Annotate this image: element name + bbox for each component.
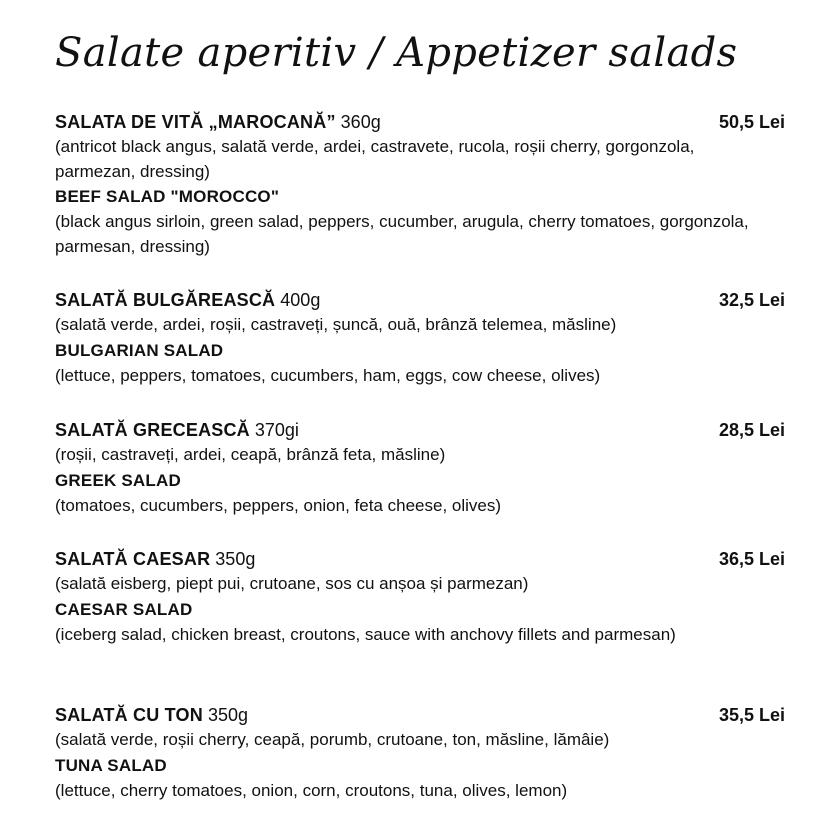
menu-item (55, 546, 785, 647)
item-weight: 400g (280, 290, 321, 310)
item-name: SALATĂ GRECEASCĂ (55, 420, 250, 440)
item-weight: 360g (340, 112, 381, 132)
item-name: SALATA DE VITĂ „MAROCANĂ” (55, 112, 336, 132)
page-title: Salate aperitiv / Appetizer salads (55, 30, 738, 76)
item-name-en: GREEK SALAD (55, 470, 181, 490)
item-name-en: BULGARIAN SALAD (55, 340, 224, 360)
item-title-row (55, 109, 785, 135)
menu-item (55, 417, 785, 518)
menu-item (55, 287, 785, 388)
item-description-ro: (salată verde, roșii cherry, ceapă, porumb, crutoane, ton, măsline, lămâie) (55, 730, 610, 749)
item-name-en: BEEF SALAD "MOROCCO" (55, 187, 280, 206)
item-name: SALATĂ BULGĂREASCĂ (55, 290, 276, 310)
item-name: SALATĂ CU TON (55, 705, 203, 725)
item-title-row (55, 702, 785, 728)
item-price: 50,5 Lei (718, 112, 785, 132)
item-description-ro: (antricot black angus, salată verde, ardei, castravete, rucola, roșii cherry, gorgonzola, parmezan, dressing) (55, 137, 695, 181)
menu-item (55, 702, 785, 803)
item-description-en: (iceberg salad, chicken breast, croutons, sauce with anchovy fillets and parmesan) (55, 624, 676, 644)
item-description-ro: (salată eisberg, piept pui, crutoane, sos cu anșoa și parmezan) (55, 574, 529, 593)
item-weight: 350g (215, 549, 256, 569)
item-title-row (55, 287, 785, 313)
item-title-row (55, 417, 785, 443)
item-price: 28,5 Lei (718, 420, 785, 440)
item-description-ro: (roșii, castraveți, ardei, ceapă, brânză feta, măsline) (55, 445, 446, 464)
item-price: 36,5 Lei (718, 549, 785, 569)
item-weight: 350g (207, 705, 248, 725)
item-name-en: TUNA SALAD (55, 755, 167, 775)
item-title-row (55, 546, 785, 572)
item-description-en: (tomatoes, cucumbers, peppers, onion, feta cheese, olives) (55, 495, 502, 515)
item-description-ro: (salată verde, ardei, roșii, castraveți, șuncă, ouă, brânză telemea, măsline) (55, 315, 617, 334)
item-price: 32,5 Lei (718, 290, 785, 310)
item-description-en: (black angus sirloin, green salad, peppers, cucumber, arugula, cherry tomatoes, gorgonzola, parmesan, dressing) (55, 212, 749, 256)
menu-item (55, 109, 785, 259)
item-weight: 370gi (254, 420, 299, 440)
item-name-en: CAESAR SALAD (55, 599, 193, 619)
item-name: SALATĂ CAESAR (55, 549, 211, 569)
item-description-en: (lettuce, cherry tomatoes, onion, corn, croutons, tuna, olives, lemon) (55, 780, 568, 800)
item-description-en: (lettuce, peppers, tomatoes, cucumbers, ham, eggs, cow cheese, olives) (55, 365, 601, 385)
item-price: 35,5 Lei (718, 705, 785, 725)
